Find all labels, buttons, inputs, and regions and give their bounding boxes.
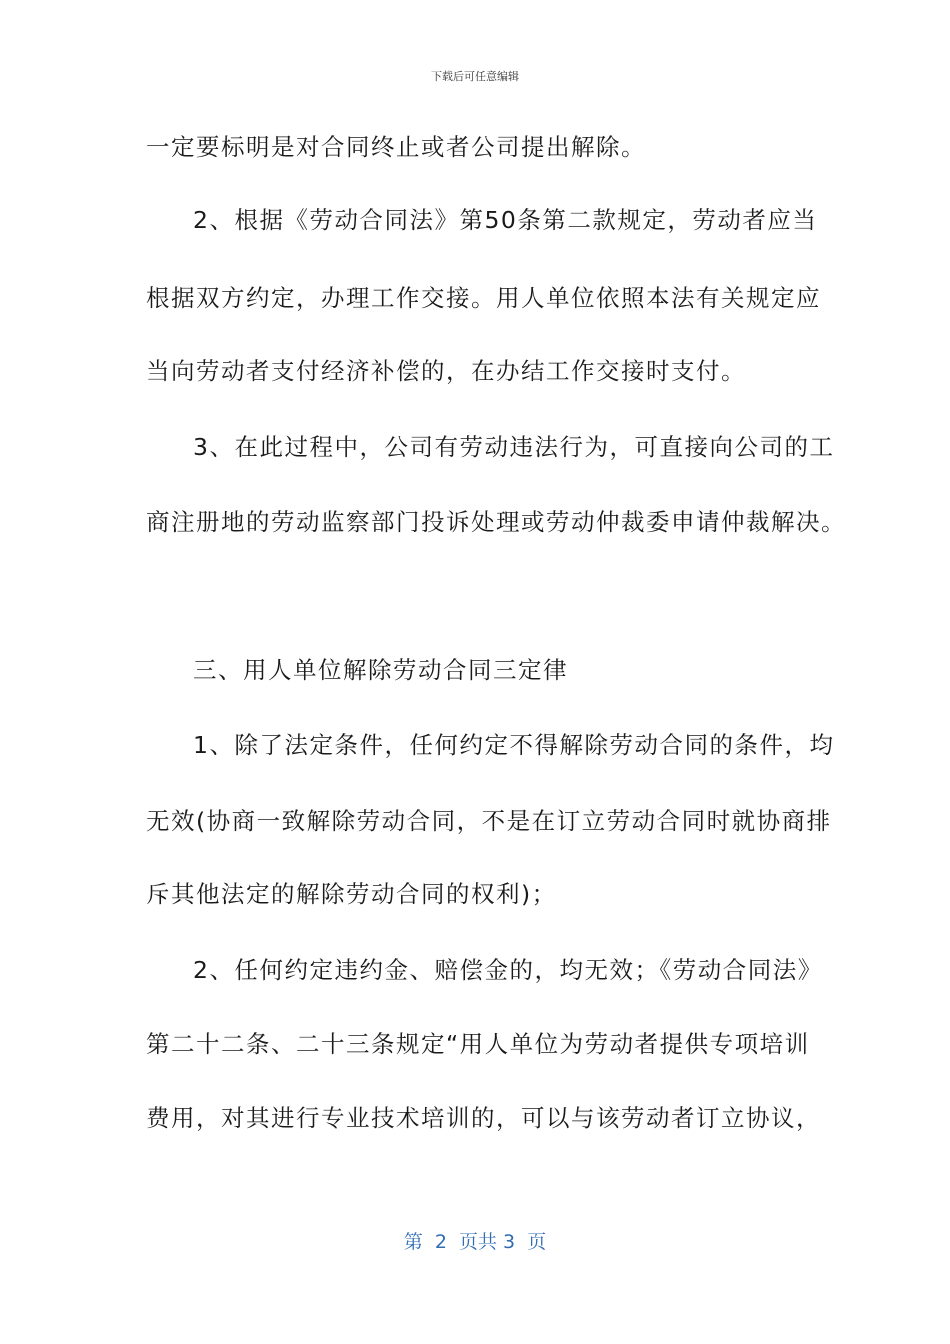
text-line: 费用，对其进行专业技术培训的，可以与该劳动者订立协议， bbox=[146, 1104, 821, 1132]
page-number: 第 2 页共 3 页 bbox=[403, 1231, 547, 1253]
text-line: 一定要标明是对合同终止或者公司提出解除。 bbox=[146, 133, 646, 161]
text-line: 根据双方约定，办理工作交接。用人单位依照本法有关规定应 bbox=[146, 284, 821, 312]
section-heading: 三、用人单位解除劳动合同三定律 bbox=[193, 656, 568, 684]
header-note: 下载后可任意编辑 bbox=[431, 70, 519, 83]
text-line: 1、除了法定条件，任何约定不得解除劳动合同的条件，均 bbox=[193, 731, 835, 759]
text-line: 2、任何约定违约金、赔偿金的，均无效；《劳动合同法》 bbox=[193, 956, 823, 984]
text-line: 3、在此过程中，公司有劳动违法行为，可直接向公司的工 bbox=[193, 433, 835, 461]
text-line: 当向劳动者支付经济补偿的，在办结工作交接时支付。 bbox=[146, 357, 746, 385]
text-line: 2、根据《劳动合同法》第50条第二款规定，劳动者应当 bbox=[193, 206, 818, 234]
text-line: 无效(协商一致解除劳动合同，不是在订立劳动合同时就协商排 bbox=[146, 807, 832, 835]
text-line: 商注册地的劳动监察部门投诉处理或劳动仲裁委申请仲裁解决。 bbox=[146, 508, 846, 536]
text-line: 第二十二条、二十三条规定“用人单位为劳动者提供专项培训 bbox=[146, 1030, 810, 1058]
text-line: 斥其他法定的解除劳动合同的权利)； bbox=[146, 880, 557, 908]
